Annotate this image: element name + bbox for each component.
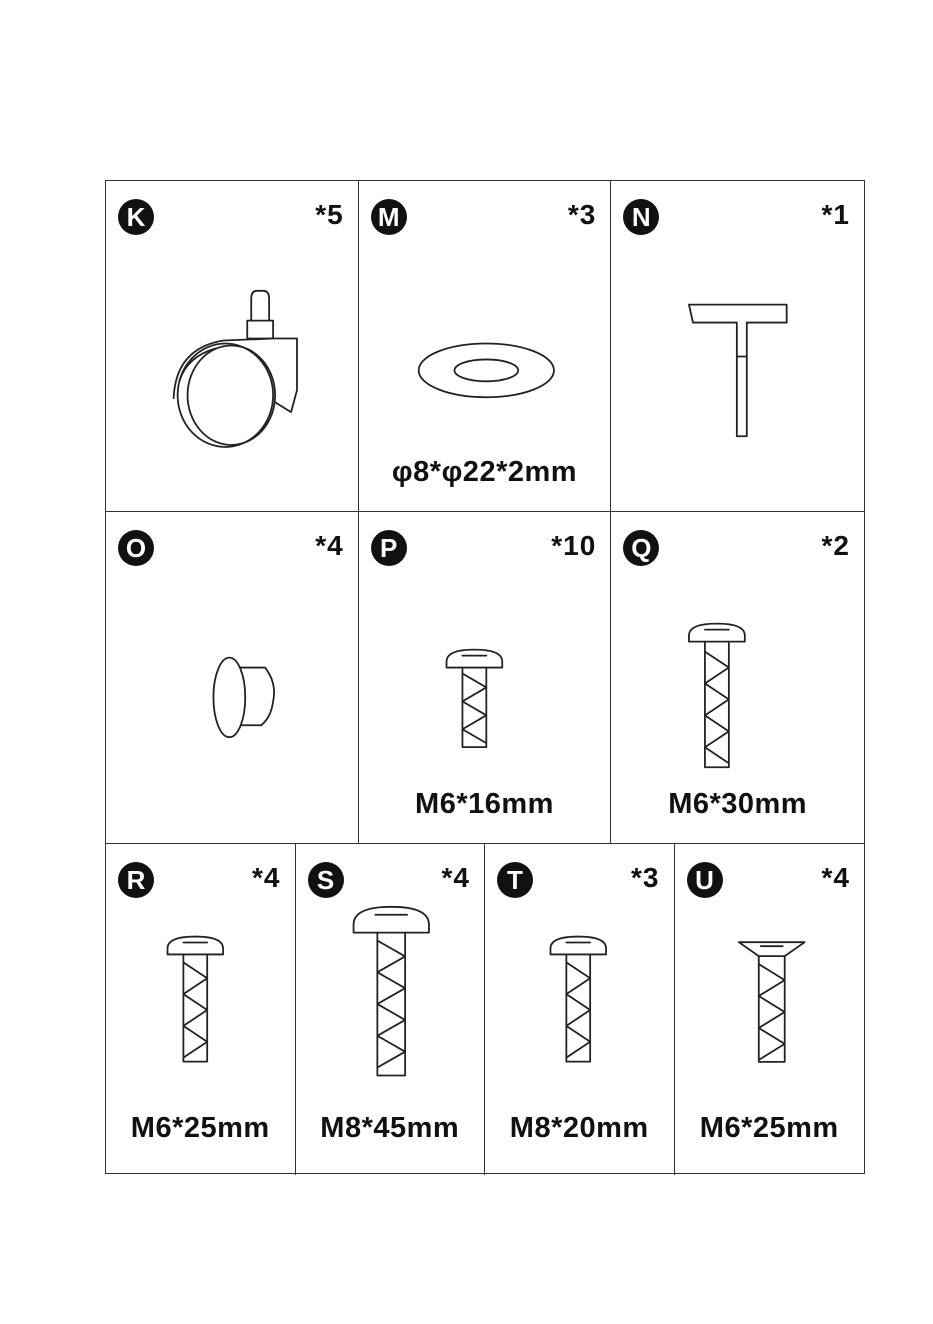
allen-key-icon [611,181,864,511]
part-letter: R [118,862,154,898]
part-spec: M8*45mm [320,1112,460,1144]
part-spec: M6*25mm [699,1112,839,1144]
part-cell-u [675,844,865,1175]
part-letter: Q [623,530,659,566]
cap-plug-icon [106,512,358,843]
caster-wheel-icon [106,181,358,511]
parts-row-1 [106,181,864,512]
part-cell-n [611,181,864,511]
parts-grid [105,180,865,1174]
part-spec: M6*16mm [415,788,554,820]
part-cell-s [296,844,486,1175]
part-spec: M8*20mm [509,1112,649,1144]
part-quantity: *4 [252,862,281,893]
parts-row-3 [106,844,864,1175]
part-cell-o [106,512,359,843]
part-quantity: *1 [821,199,850,230]
part-quantity: *4 [315,530,344,561]
part-letter: U [687,862,723,898]
part-letter: K [118,199,154,235]
part-quantity: *4 [441,862,470,893]
part-quantity: *4 [821,862,850,893]
part-letter: P [371,530,407,566]
part-quantity: *2 [821,530,850,561]
part-cell-q [611,512,864,843]
part-spec: φ8*φ22*2mm [391,456,578,488]
part-cell-t [485,844,675,1175]
part-cell-m [359,181,612,511]
part-letter: O [118,530,154,566]
part-cell-k [106,181,359,511]
part-quantity: *5 [315,199,344,230]
part-quantity: *10 [551,530,597,561]
part-spec: M6*25mm [130,1112,270,1144]
part-letter: S [308,862,344,898]
part-cell-p [359,512,612,843]
part-spec: M6*30mm [668,788,808,820]
part-letter: M [371,199,407,235]
parts-row-2 [106,512,864,844]
part-letter: N [623,199,659,235]
part-cell-r [106,844,296,1175]
part-letter: T [497,862,533,898]
part-quantity: *3 [631,862,660,893]
part-quantity: *3 [567,199,597,230]
